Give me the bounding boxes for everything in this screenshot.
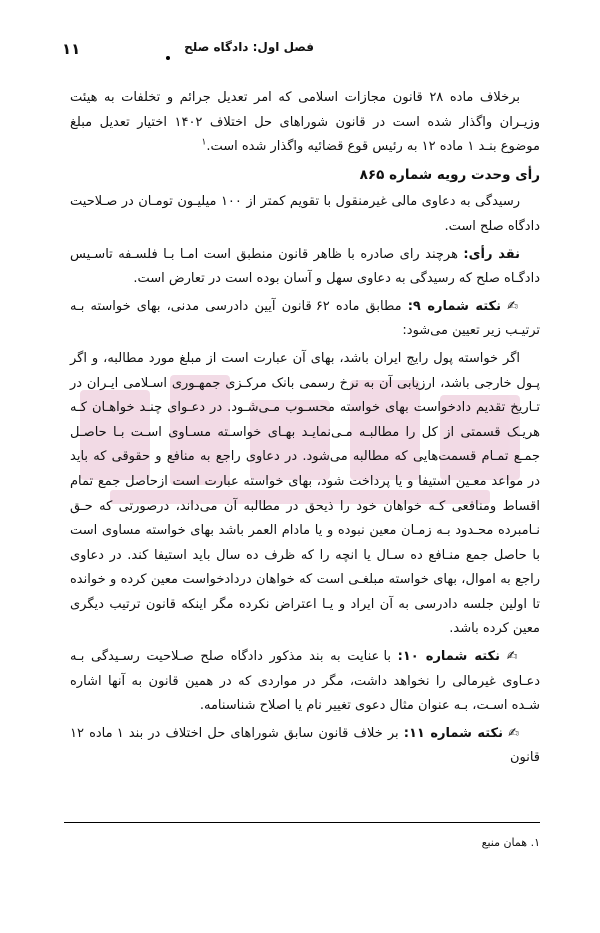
- footnote-text: همان منبع: [481, 836, 528, 849]
- footnote-number: ۱.: [530, 836, 540, 849]
- pen-icon: ✍: [506, 649, 520, 665]
- page-body: [70, 86, 540, 774]
- note-9-label: نکته شماره ۹:: [407, 298, 501, 314]
- paragraph-note-10: ✍ نکته شماره ۱۰: با عنایت به بند مذکور دادگاه صلح صـلاحیت رسـیدگی بـه دعـاوی غیرمالی را نخواهد داشت، مگر در مواردی که در همین قانون به آنها اشاره شـده اسـت، بـه عنوان مثال دعوی تغییر نام یا اصلاح شناسنامه.: [70, 649, 540, 714]
- paragraph-article-62: اگر خواسته پول رایج ایران باشد، بهای آن عبارت است از مبلغ مورد مطالبه، و اگر پـول خارجی باشد، ارزیابی آن به نرخ رسمی بانک مرکـزی جمهـوری اسـلامی ایـران در تـاریخ تقدیم دادخواست بهای خواسته محسـوب مـی‌شـود. در دعـوای چنـد خواهـان کـه هریـک قسمتی از کل را مطالبـه مـی‌نمایـد بهـای خواسـته مسـاوی اسـت بـا حاصـل جمـع تمـام قسمت‌هایی که مطالبه می‌شود. در دعاوی راجع به منافع و حقوقی که باید در مواعد معـین استیفا و یا پرداخت شود، بهای خواسته عبارت است ازحاصل جمع تمام اقساط ومنافعی کـه خواهان خود را ذیحق در مطالبه آن می‌داند، درصورتی که حـق نـامبرده محـدود بـه زمـان معین نبوده و یا مادام العمر باشد بهای خواسته مساوی است با حاصل جمع منـافع ده سـال یا انچه را که ظرف ده سال باید استیفا کند. در دعاوی راجع به اموال، بهای خواسته مبلغـی است که خواهان دردادخواست معین کرده و خوانده تا اولین جلسه دادرسی به آن ایراد و یـا اعتراض نکرده مگر اینکه قانون ترتیب دیگری معین کرده باشد.: [70, 350, 540, 637]
- note-11-label: نکته شماره ۱۱:: [403, 725, 504, 741]
- footnote: [482, 836, 540, 849]
- section-heading: رأی وحدت رویه شماره ۸۶۵: [359, 166, 540, 183]
- critique-label: نقد رأی:: [463, 246, 521, 262]
- paragraph-critique: نقد رأی: هرچند رای صادره با ظاهر قانون منطبق است امـا بـا فلسـفه تاسـیس دادگـاه صلح که رسیدگی به دعاوی سهل و آسان بوده است در تعارض است.: [70, 246, 540, 287]
- chapter-title: فصل اول: دادگاه صلح: [184, 40, 314, 54]
- note-10-label: نکته شماره ۱۰:: [397, 649, 500, 665]
- paragraph-ruling: رسیدگی به دعاوی مالی غیرمنقول با تقویم کمتر از ۱۰۰ میلیـون تومـان در صـلاحیت دادگاه صلح است.: [70, 194, 540, 234]
- footnote-divider: [64, 822, 540, 823]
- paragraph-note-11: ✍ نکته شماره ۱۱: بر خلاف قانون سابق شوراهای حل اختلاف در بند ۱ ماده ۱۲ قانون: [70, 725, 540, 766]
- pen-icon: ✍: [508, 725, 520, 741]
- paragraph-intro: برخلاف ماده ۲۸ قانون مجازات اسلامی که امر تعدیل جرائم و تخلفات به هیئت وزیـران واگذار شده است در قانون شوراهای حل اختلاف ۱۴۰۲ اختیار تعدیل مبلغ موضوع بنـد ۱ ماده ۱۲ به رئیس قوع قضائیه واگذار شده است.$^۱$: [70, 90, 540, 155]
- footnote-ref: ۱: [201, 137, 207, 148]
- page-header: [0, 38, 600, 62]
- header-dot: [166, 56, 170, 60]
- page-number: ۱۱: [62, 40, 81, 58]
- pen-icon: ✍: [507, 298, 520, 314]
- paragraph-note-9: ✍ نکته شماره ۹: مطابق ماده ۶۲ قانون آیین دادرسی مدنی، بهای خواسته بـه ترتیـب زیر تعیین می‌شود:: [70, 298, 540, 339]
